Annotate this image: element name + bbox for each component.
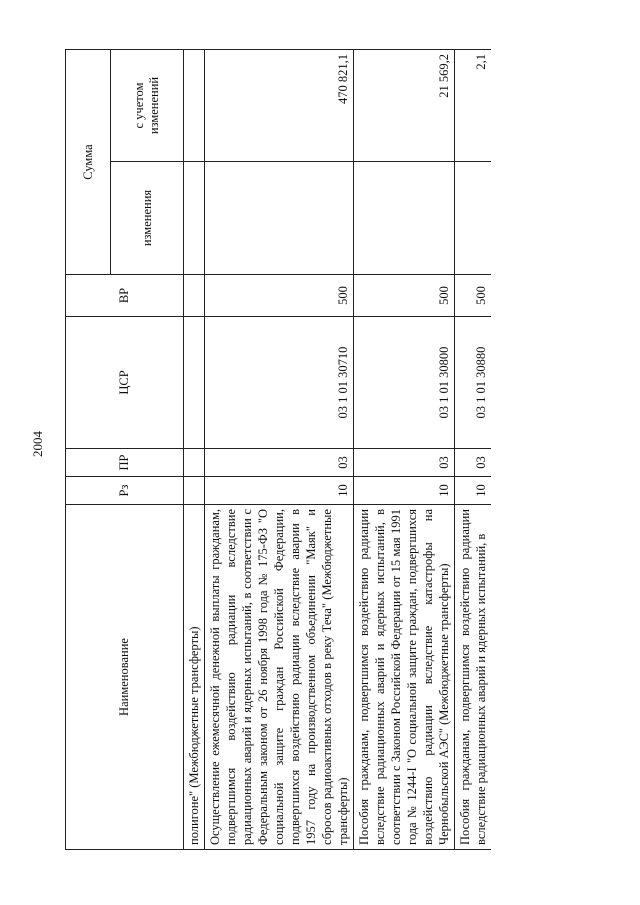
row-with-changes: 21 569,2	[354, 50, 455, 162]
row-name: Осуществление ежемесячной денежной выплаты гражданам, подвергшимся воздействию радиации вследствие радиационных аварий и ядерных испытаний, в соответствии с Федеральным законом от 26 ноября 1998 года № 175-ФЗ "О социальной защите граждан Российской Федерации, подвергшихся воздействию радиации вследствие аварии в 1957 году на производственном объединении "Маяк" и сбросов радиоактивных отходов в реку Теча" (Межбюджетные трансферты)	[205, 505, 354, 850]
row-with-changes: 470 821,1	[205, 50, 354, 162]
row-vr: 500	[205, 275, 354, 317]
row-rz: 10	[354, 477, 455, 505]
header-changes: изменения	[111, 162, 184, 275]
header-sum: Сумма	[66, 50, 111, 275]
row-with-changes: 2,1	[455, 50, 492, 162]
page-number: 2004	[30, 431, 45, 457]
row-rz: 10	[455, 477, 492, 505]
row-pr: 03	[354, 449, 455, 477]
row-csr	[184, 317, 205, 449]
header-vr: ВР	[66, 275, 184, 317]
row-name: Пособия гражданам, подвергшимся воздействию радиации вследствие радиационных аварий и ядерных испытаний, в	[455, 505, 492, 850]
row-vr	[184, 275, 205, 317]
row-pr: 03	[455, 449, 492, 477]
row-with-changes	[184, 50, 205, 162]
table-row	[354, 50, 455, 850]
header-with-changes: с учетом изменений	[111, 50, 184, 162]
header-pr: ПР	[66, 449, 184, 477]
row-pr	[184, 449, 205, 477]
row-pr: 03	[205, 449, 354, 477]
budget-table-sheet	[65, 50, 595, 850]
row-changes	[184, 162, 205, 275]
row-changes	[455, 162, 492, 275]
header-rz: Рз	[66, 477, 184, 505]
row-csr: 03 1 01 30880	[455, 317, 492, 449]
row-changes	[354, 162, 455, 275]
budget-table	[65, 49, 491, 850]
table-row	[205, 50, 354, 850]
table-row	[184, 50, 205, 850]
row-csr: 03 1 01 30710	[205, 317, 354, 449]
header-csr: ЦСР	[66, 317, 184, 449]
row-rz: 10	[205, 477, 354, 505]
row-changes	[205, 162, 354, 275]
row-rz	[184, 477, 205, 505]
header-name: Наименование	[66, 505, 184, 850]
row-vr: 500	[354, 275, 455, 317]
row-vr: 500	[455, 275, 492, 317]
row-name: полигоне" (Межбюджетные трансферты)	[184, 505, 205, 850]
row-name: Пособия гражданам, подвергшимся воздействию радиации вследствие радиационных аварий и ядерных испытаний, в соответствии с Законом Российской Федерации от 15 мая 1991 года № 1244-I "О социальной защите граждан, подвергшихся воздействию радиации вследствие катастрофы на Чернобыльской АЭС" (Межбюджетные трансферты)	[354, 505, 455, 850]
row-csr: 03 1 01 30800	[354, 317, 455, 449]
table-row	[455, 50, 492, 850]
